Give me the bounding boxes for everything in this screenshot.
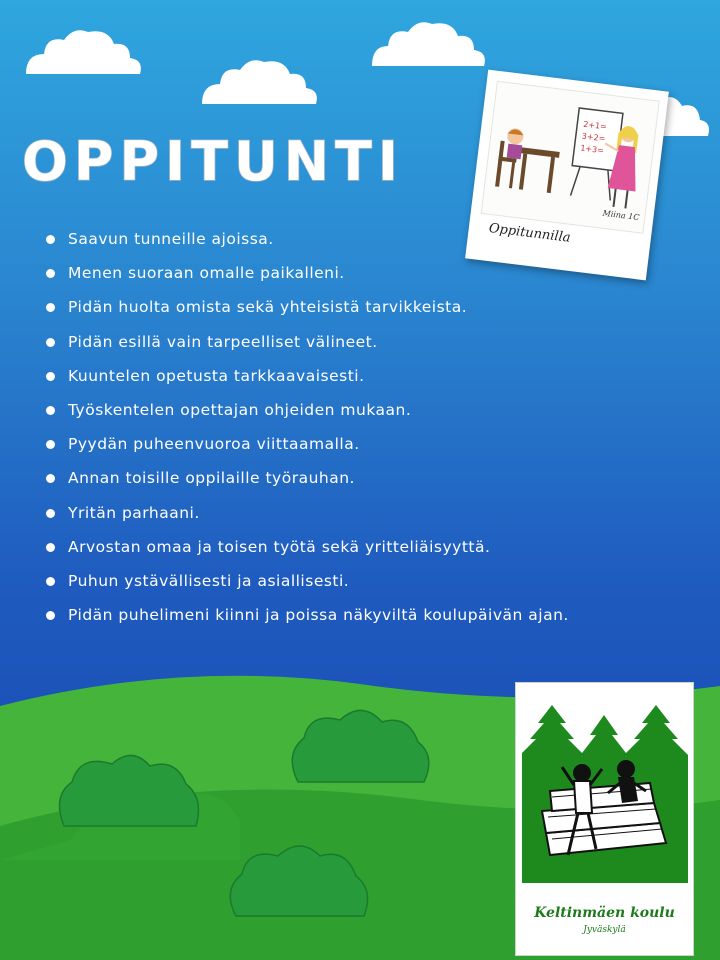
bullet-icon: [46, 577, 55, 586]
cloud-icon: [198, 58, 320, 106]
bullet-icon: [46, 303, 55, 312]
rule-text: Annan toisille oppilaille työrauhan.: [68, 469, 355, 488]
school-logo: [515, 682, 694, 956]
polaroid-photo: [465, 70, 669, 281]
bullet-icon: [46, 440, 55, 449]
bullet-icon: [46, 269, 55, 278]
rule-text: Pidän huolta omista sekä yhteisistä tarvikkeista.: [68, 298, 468, 317]
rule-item: [44, 564, 569, 598]
bullet-icon: [46, 372, 55, 381]
school-emblem-icon: [516, 683, 693, 903]
svg-text:3+2=: 3+2=: [581, 131, 606, 144]
bullet-icon: [46, 611, 55, 620]
bullet-icon: [46, 543, 55, 552]
polaroid-caption: Oppitunnilla: [487, 220, 572, 246]
rule-text: Kuuntelen opetusta tarkkaavaisesti.: [68, 366, 365, 385]
classroom-drawing-icon: [482, 82, 659, 233]
bullet-icon: [46, 406, 55, 415]
rule-text: Menen suoraan omalle paikalleni.: [68, 264, 345, 283]
rule-item: [44, 461, 569, 495]
bullet-icon: [46, 509, 55, 518]
svg-text:1+3=: 1+3=: [579, 143, 605, 156]
rule-item: [44, 325, 569, 359]
cloud-icon: [22, 28, 144, 76]
classroom-drawing: [481, 81, 660, 234]
rule-item: [44, 496, 569, 530]
rule-text: Pidän esillä vain tarpeelliset välineet.: [68, 332, 378, 351]
bullet-icon: [46, 338, 55, 347]
rule-text: Työskentelen opettajan ohjeiden mukaan.: [68, 400, 412, 419]
rule-text: Pyydän puheenvuoroa viittaamalla.: [68, 435, 360, 454]
rule-item: [44, 427, 569, 461]
rule-item: [44, 290, 569, 324]
rule-text: Puhun ystävällisesti ja asiallisesti.: [68, 571, 350, 590]
rule-item: [44, 530, 569, 564]
rule-text: Arvostan omaa ja toisen työtä sekä yritteliäisyyttä.: [68, 537, 491, 556]
rule-text: Pidän puhelimeni kiinni ja poissa näkyviltä koulupäivän ajan.: [68, 606, 569, 625]
svg-text:OPPITUNTI: OPPITUNTI: [22, 130, 404, 190]
cloud-icon: [368, 20, 488, 68]
school-name: Keltinmäen koulu: [534, 905, 675, 921]
bullet-icon: [46, 474, 55, 483]
page-title: [18, 126, 458, 190]
svg-text:2+1=: 2+1=: [582, 119, 608, 132]
rules-list: [44, 220, 572, 632]
school-city: Jyväskylä: [583, 925, 626, 935]
rule-item: [44, 359, 569, 393]
rule-item: [44, 393, 569, 427]
bullet-icon: [46, 235, 55, 244]
rule-item: [44, 598, 569, 632]
rule-text: Saavun tunneille ajoissa.: [68, 230, 274, 248]
rule-text: Yritän parhaani.: [68, 503, 200, 522]
drawing-artist: Miina 1C: [602, 208, 640, 223]
